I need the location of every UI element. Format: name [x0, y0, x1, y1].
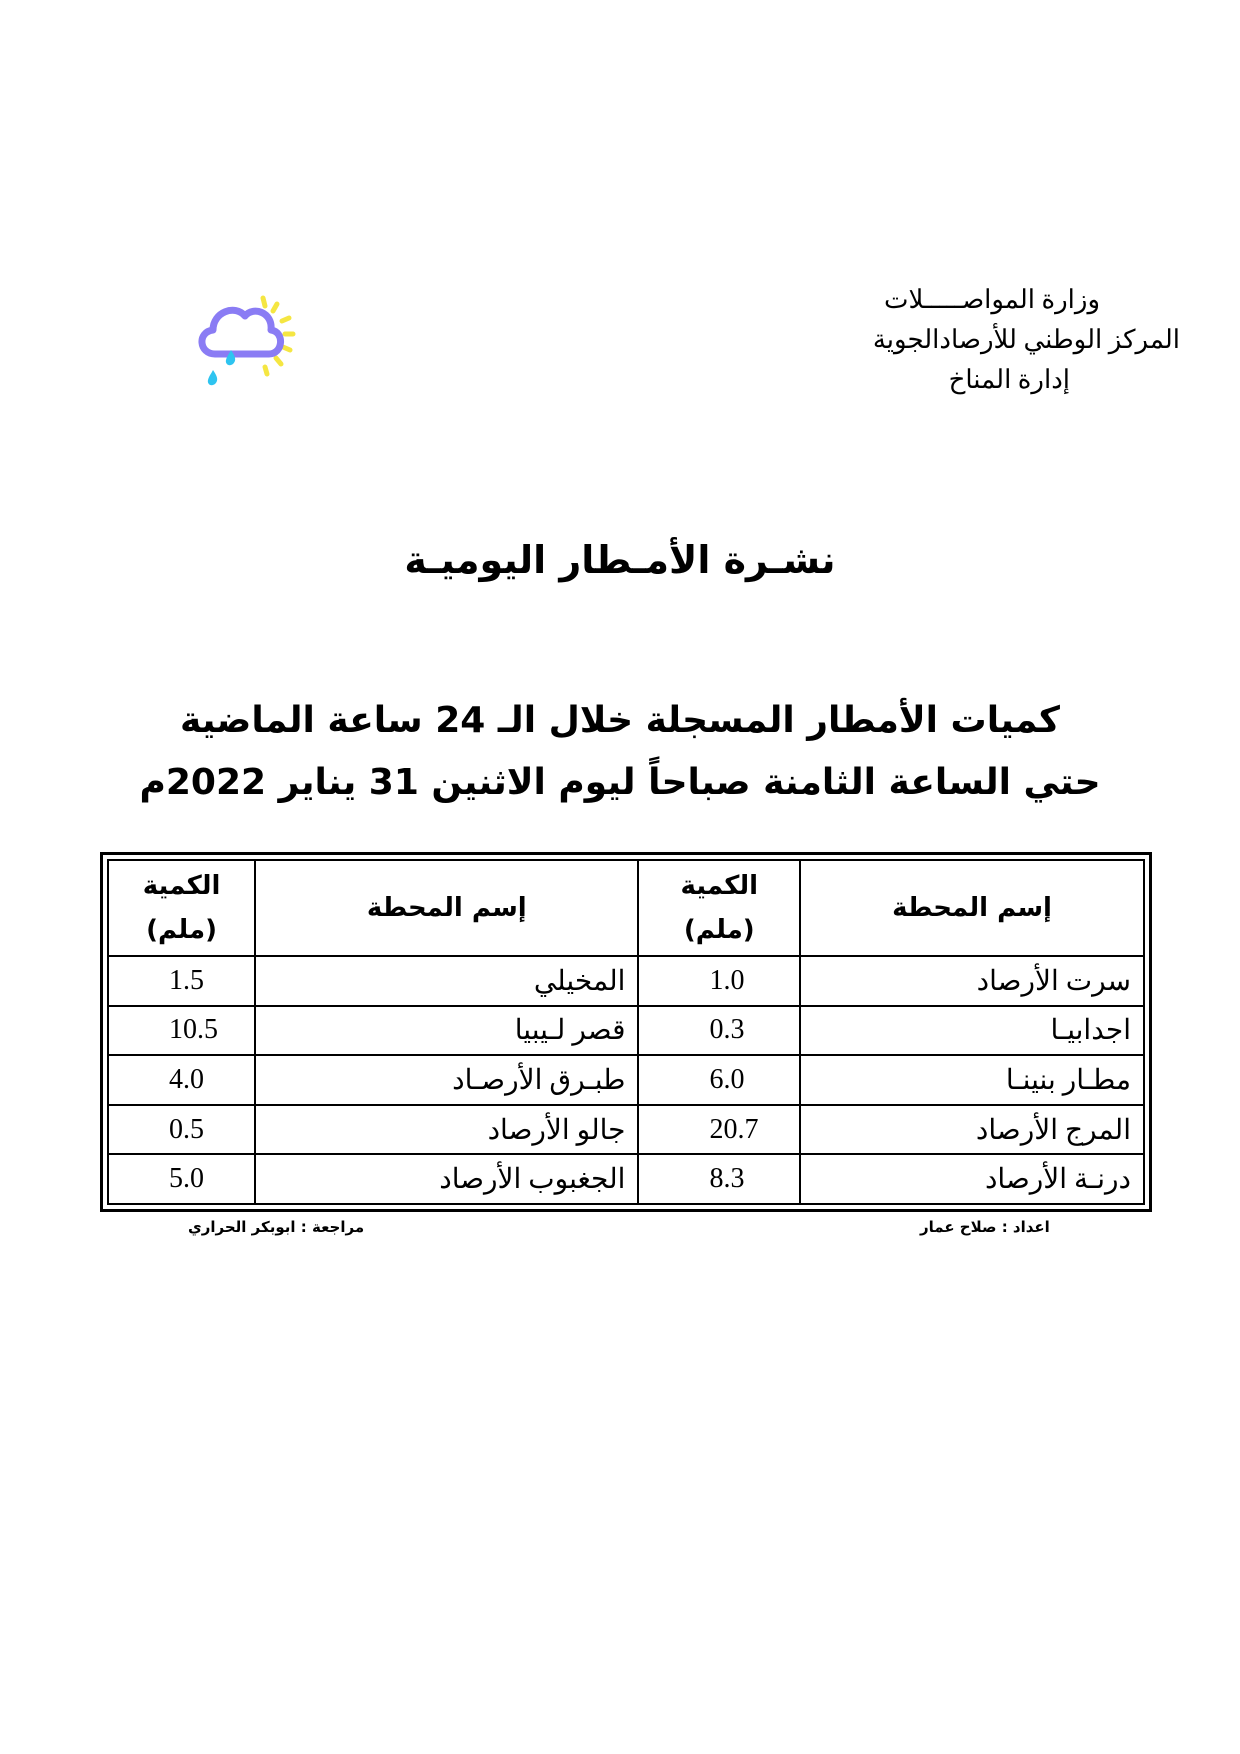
table-row: [108, 956, 1144, 1006]
cloud-rain-sun-icon: [193, 292, 305, 392]
station-name: طبـرق الأرصـاد: [255, 1055, 638, 1105]
rain-amount: 20.7: [638, 1105, 800, 1155]
header-amount-label: الكمية: [680, 871, 759, 901]
station-name: درنـة الأرصاد: [800, 1154, 1144, 1204]
rain-amount: 4.0: [108, 1055, 255, 1105]
rain-amount: 1.0: [638, 956, 800, 1006]
station-name: الجغبوب الأرصاد: [255, 1154, 638, 1204]
table-header-row: [108, 860, 1144, 956]
station-name: قصر لـيبيا: [255, 1006, 638, 1056]
rain-amount: 10.5: [108, 1006, 255, 1056]
table-row: [108, 1006, 1144, 1056]
header-station-a: إسم المحطة: [800, 860, 1144, 956]
table-row: [108, 1105, 1144, 1155]
rain-amount: 5.0: [108, 1154, 255, 1204]
table-row: [108, 1154, 1144, 1204]
header-amount-label: الكمية: [142, 871, 221, 901]
header-amount-unit: (ملم): [683, 915, 755, 945]
rain-amount: 8.3: [638, 1154, 800, 1204]
subtitle-line-2: حتي الساعة الثامنة صباحاً ليوم الاثنين 31 يناير 2022م: [139, 762, 1101, 803]
rain-amount: 6.0: [638, 1055, 800, 1105]
reviewed-by: مراجعة : ابوبكر الحراري: [188, 1218, 365, 1236]
station-name: جالو الأرصاد: [255, 1105, 638, 1155]
prepared-by: اعداد : صلاح عمار: [920, 1218, 1050, 1236]
header-amount-b: [108, 860, 255, 956]
station-name: سرت الأرصاد: [800, 956, 1144, 1006]
header-station-b: إسم المحطة: [255, 860, 638, 956]
header-block: [800, 280, 1180, 400]
rain-amount: 0.5: [108, 1105, 255, 1155]
header-amount-a: [638, 860, 800, 956]
table-row: [108, 1055, 1144, 1105]
rainfall-table: [107, 859, 1145, 1205]
rain-amount: 0.3: [638, 1006, 800, 1056]
subtitle-line-1: كميات الأمطار المسجلة خلال الـ 24 ساعة الماضية: [180, 700, 1060, 741]
rain-amount: 1.5: [108, 956, 255, 1006]
station-name: المخيلي: [255, 956, 638, 1006]
header-amount-unit: (ملم): [146, 915, 217, 945]
rainfall-table-frame: [100, 852, 1152, 1212]
department-name: إدارة المناخ: [948, 365, 1070, 394]
ministry-name: وزارة المواصـــــلات: [884, 285, 1100, 314]
station-name: اجدابيـا: [800, 1006, 1144, 1056]
station-name: مطـار بنينـا: [800, 1055, 1144, 1105]
page-title: نشـرة الأمـطار اليوميـة: [404, 538, 836, 582]
station-name: المرج الأرصاد: [800, 1105, 1144, 1155]
center-name: المركز الوطني للأرصادالجوية: [872, 325, 1180, 354]
